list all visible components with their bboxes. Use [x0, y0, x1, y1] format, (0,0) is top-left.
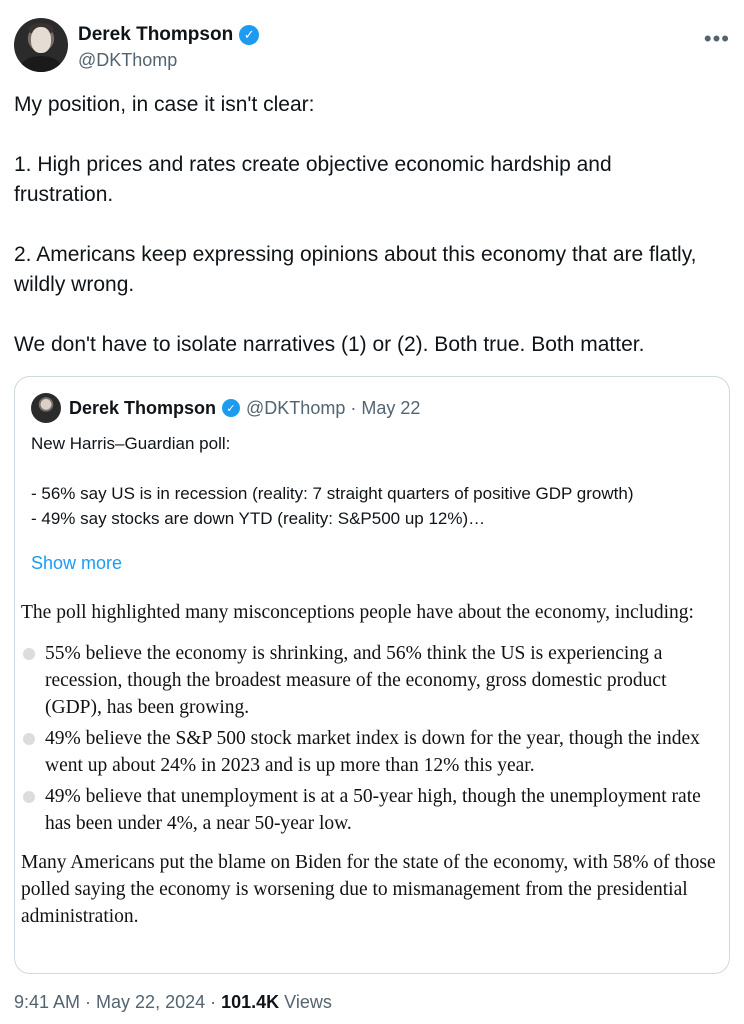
bullet-icon [23, 791, 35, 803]
quoted-tweet-text: New Harris–Guardian poll: - 56% say US is in recession (reality: 7 straight quarters of positive GDP growth) - 49% say stocks are down YTD (reality: S&P500 up 12%)… [31, 434, 634, 528]
bullet-icon [23, 733, 35, 745]
quoted-author-handle-date: @DKThomp · May 22 [246, 397, 421, 418]
views-count: 101.4K [221, 992, 280, 1012]
article-bullet-item [21, 640, 721, 721]
article-bullet-item [21, 725, 721, 779]
author-name[interactable]: Derek Thompson [78, 24, 234, 45]
article-outro: Many Americans put the blame on Biden for the state of the economy, with 58% of those polled saying the economy is worsening due to mismanagement from the presidential administration. [21, 852, 716, 927]
article-bullet-item [21, 783, 721, 837]
article-bullet-text: 49% believe that unemployment is at a 50-year high, though the unemployment rate has been under 4%, a near 50-year low. [45, 786, 701, 834]
author-avatar[interactable] [14, 18, 68, 72]
bullet-icon [23, 648, 35, 660]
tweet-header [14, 16, 730, 76]
show-more-link[interactable]: Show more [31, 553, 123, 573]
verified-badge-icon: ✓ [239, 25, 259, 45]
timestamp[interactable]: 9:41 AM · May 22, 2024 · [14, 992, 222, 1012]
quoted-tweet[interactable] [14, 376, 730, 974]
tweet-text: My position, in case it isn't clear: 1. High prices and rates create objective economic hardship and frustration. 2. Americans keep expressing opinions about this economy that are flatly, wildly wrong. We don't have to isolate narratives (1) or (2). Both true. Both matter. [14, 93, 697, 356]
author-handle[interactable]: @DKThomp [78, 50, 178, 70]
article-bullet-list [21, 640, 721, 837]
quoted-tweet-header [31, 393, 420, 423]
article-intro: The poll highlighted many misconceptions people have about the economy, including: [21, 602, 694, 623]
quoted-author-name: Derek Thompson [69, 397, 217, 418]
article-screenshot [21, 599, 721, 930]
tweet-meta [14, 992, 332, 1013]
views-label: Views [279, 992, 332, 1012]
article-bullet-text: 49% believe the S&P 500 stock market index is down for the year, though the index went up about 24% in 2023 and is up more than 12% this year. [45, 728, 700, 776]
quoted-author-avatar[interactable] [31, 393, 61, 423]
author-name-row [78, 24, 259, 46]
verified-badge-icon: ✓ [222, 399, 240, 417]
article-bullet-text: 55% believe the economy is shrinking, and 56% think the US is experiencing a recession, though the broadest measure of the economy, gross domestic product (GDP), has been growing. [45, 643, 667, 718]
more-options-icon[interactable]: ••• [703, 26, 730, 51]
